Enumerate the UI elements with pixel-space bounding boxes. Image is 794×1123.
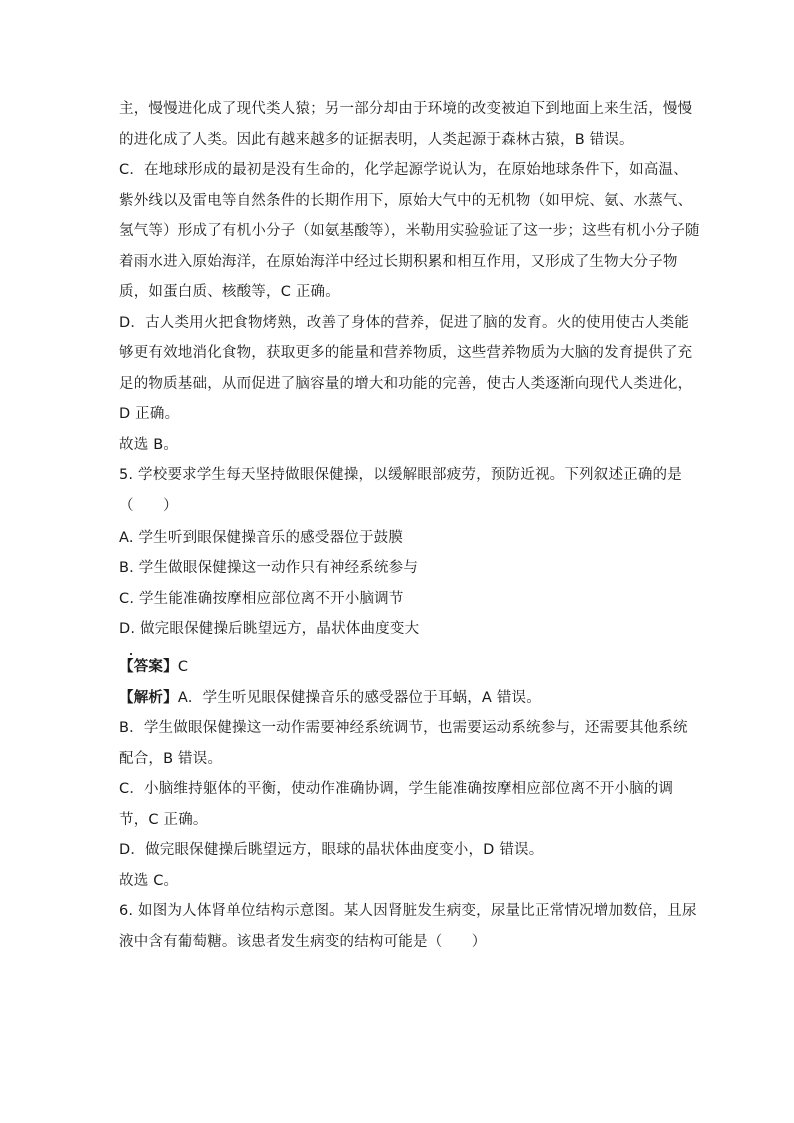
text-line: D 正确。 — [119, 406, 180, 422]
option-c: C. 学生能准确按摩相应部位离不开小脑调节 — [119, 590, 404, 607]
text-line: 主，慢慢进化成了现代类人猿；另一部分却由于环境的改变被迫下到地面上来生活，慢慢 — [119, 101, 693, 117]
text-line: 故选 C。 — [119, 872, 179, 889]
option-b: B. 学生做眼保健操这一动作只有神经系统参与 — [119, 560, 419, 576]
text-line: 节，C 正确。 — [119, 811, 208, 828]
text-line: 质，如蛋白质、核酸等，C 正确。 — [119, 284, 340, 300]
text-line: 的进化成了人类。因此有越来越多的证据表明，人类起源于森林古猿，B 错误。 — [119, 131, 634, 148]
text-line: 故选 B。 — [119, 436, 179, 453]
question-6-stem-cont: 液中含有葡萄糖。该患者发生病变的结构可能是（ ） — [119, 933, 487, 950]
stray-dot-mark — [130, 653, 132, 655]
question-5-stem: 5. 学校要求学生每天坚持做眼保健操，以缓解眼部疲劳，预防近视。下列叙述正确的是 — [119, 467, 682, 483]
text-line: 着雨水进入原始海洋，在原始海洋中经过长期积累和相互作用，又形成了生物大分子物 — [119, 253, 678, 270]
text-line: B．学生做眼保健操这一动作需要神经系统调节，也需要运动系统参与，还需要其他系统 — [119, 720, 688, 736]
text-line: D．古人类用火把食物烤熟，改善了身体的营养，促进了脑的发育。火的使用使古人类能 — [119, 314, 689, 331]
text-line: C．在地球形成的最初是没有生命的，化学起源学说认为，在原始地球条件下，如高温、 — [119, 162, 688, 178]
analysis-first: A．学生听见眼保健操音乐的感受器位于耳蜗，A 错误。 — [177, 689, 541, 706]
text-line: D．做完眼保健操后眺望远方，眼球的晶状体曲度变小，D 错误。 — [119, 842, 544, 858]
text-line: C．小脑维持躯体的平衡，使动作准确协调，学生能准确按摩相应部位离不开小脑的调 — [119, 781, 674, 797]
answer-value: C — [177, 659, 189, 675]
analysis-label: 【解析】 — [119, 689, 178, 706]
answer-label: 【答案】 — [119, 659, 178, 675]
document-body — [119, 99, 700, 962]
option-a: A. 学生听到眼保健操音乐的感受器位于鼓膜 — [119, 529, 404, 546]
text-line: 紫外线以及雷电等自然条件的长期作用下，原始大气中的无机物（如甲烷、氨、水蒸气、 — [119, 192, 693, 209]
analysis-line — [119, 688, 679, 708]
text-line: 足的物质基础，从而促进了脑容量的增大和功能的完善，使古人类逐渐向现代人类进化， — [119, 375, 693, 392]
answer-line — [119, 657, 679, 677]
question-6-stem: 6. 如图为人体肾单位结构示意图。某人因肾脏发生病变，尿量比正常情况增加数倍，且尿 — [119, 903, 697, 919]
question-5-blank: （ ） — [119, 497, 178, 514]
text-line: 配合，B 错误。 — [119, 750, 223, 767]
text-line: 氢气等）形成了有机小分子（如氨基酸等），米勒用实验验证了这一步；这些有机小分子随 — [119, 223, 700, 239]
text-line: 够更有效地消化食物，获取更多的能量和营养物质，这些营养物质为大脑的发育提供了充 — [119, 345, 693, 361]
option-d: D. 做完眼保健操后眺望远方，晶状体曲度变大 — [119, 621, 420, 637]
